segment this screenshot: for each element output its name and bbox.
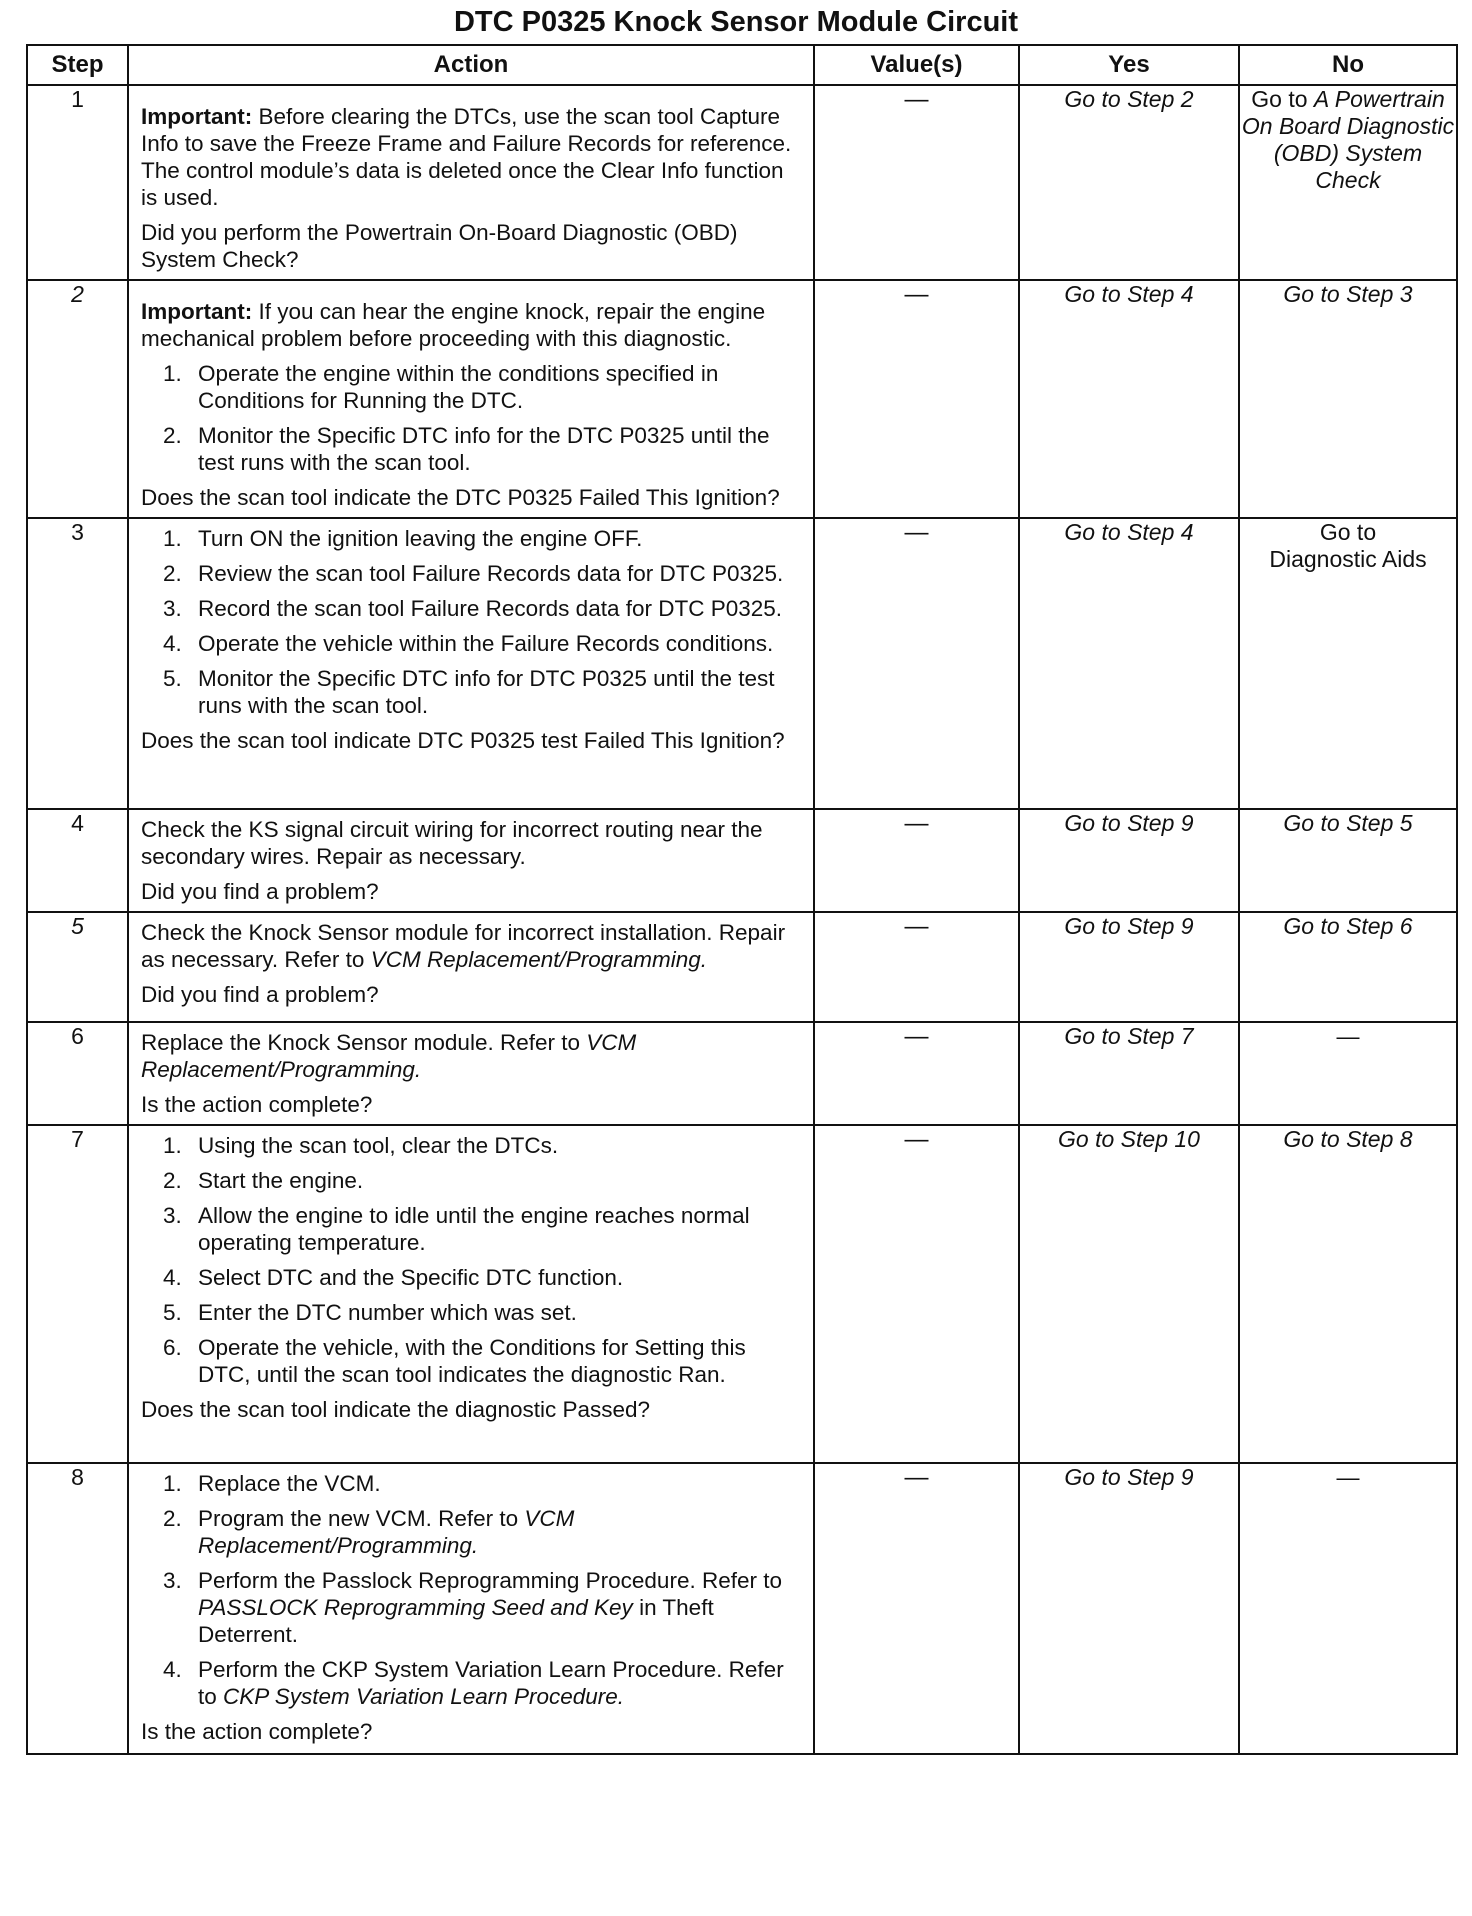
step-number: 2	[27, 280, 128, 518]
no-cell	[1239, 85, 1457, 280]
no-link[interactable]: Go to Diagnostic Aids	[1269, 519, 1427, 572]
action-text: Check the KS signal circuit wiring for incorrect routing near the secondary wires. Repair as necessary.	[141, 817, 763, 869]
reference-link[interactable]: PASSLOCK Reprogramming Seed and Key	[198, 1595, 633, 1620]
step-number: 5	[27, 912, 128, 1022]
no-cell	[1239, 912, 1457, 1022]
procedure-list	[141, 525, 801, 719]
action-cell	[128, 518, 814, 809]
no-link[interactable]: Go to Step 5	[1283, 810, 1413, 836]
no-cell: —	[1239, 1463, 1457, 1754]
no-link[interactable]: Go to A Powertrain On Board Diagnostic (OBD) System Check	[1241, 86, 1455, 193]
question: Is the action complete?	[141, 1092, 373, 1117]
header-values: Value(s)	[814, 45, 1019, 85]
step-number: 7	[27, 1125, 128, 1463]
table-row	[27, 85, 1457, 280]
value-cell: —	[814, 85, 1019, 280]
important-label: Important:	[141, 104, 253, 129]
table-row	[27, 1125, 1457, 1463]
question: Does the scan tool indicate the diagnostic Passed?	[141, 1397, 651, 1422]
no-link[interactable]: Go to Step 8	[1283, 1126, 1413, 1152]
procedure-list	[141, 360, 801, 476]
question: Is the action complete?	[141, 1719, 373, 1744]
no-link[interactable]: Go to Step 3	[1283, 281, 1413, 307]
yes-link[interactable]: Go to Step 4	[1064, 519, 1194, 545]
list-item: 3. Allow the engine to idle until the engine reaches normal operating temperature.	[163, 1203, 750, 1255]
yes-link[interactable]: Go to Step 7	[1064, 1023, 1194, 1049]
value-cell: —	[814, 280, 1019, 518]
list-item: 4. Operate the vehicle within the Failure Records conditions.	[163, 631, 774, 656]
yes-cell	[1019, 912, 1239, 1022]
yes-cell	[1019, 518, 1239, 809]
yes-cell	[1019, 1125, 1239, 1463]
procedure-list	[141, 1470, 801, 1710]
action-text: Replace the Knock Sensor module. Refer to VCM Replacement/Programming.	[141, 1030, 637, 1082]
reference-link[interactable]: VCM Replacement/Programming.	[370, 947, 708, 972]
list-item: 4. Perform the CKP System Variation Learn Procedure. Refer to CKP System Variation Learn Procedure.	[163, 1657, 784, 1709]
yes-cell	[1019, 809, 1239, 912]
list-item: 1. Operate the engine within the conditions specified in Conditions for Running the DTC.	[163, 361, 719, 413]
step-number: 8	[27, 1463, 128, 1754]
value-cell: —	[814, 1125, 1019, 1463]
header-no: No	[1239, 45, 1457, 85]
important-note: Important: Before clearing the DTCs, use the scan tool Capture Info to save the Freeze Frame and Failure Records for reference. The control module’s data is deleted once the Clear Info function is used.	[141, 104, 792, 210]
no-cell: —	[1239, 1022, 1457, 1125]
list-item: 1. Using the scan tool, clear the DTCs.	[163, 1133, 559, 1158]
action-cell	[128, 280, 814, 518]
value-cell: —	[814, 809, 1019, 912]
table-header-row	[27, 45, 1457, 85]
yes-link[interactable]: Go to Step 9	[1064, 810, 1194, 836]
list-item: 2. Program the new VCM. Refer to VCM Replacement/Programming.	[163, 1506, 575, 1558]
question: Does the scan tool indicate DTC P0325 test Failed This Ignition?	[141, 728, 785, 753]
action-cell	[128, 1463, 814, 1754]
no-cell	[1239, 518, 1457, 809]
reference-link[interactable]: VCM Replacement/Programming.	[141, 1030, 637, 1082]
reference-link[interactable]: VCM Replacement/Programming.	[198, 1506, 575, 1558]
table-row	[27, 1463, 1457, 1754]
value-cell: —	[814, 912, 1019, 1022]
reference-link[interactable]: CKP System Variation Learn Procedure.	[223, 1684, 625, 1709]
yes-link[interactable]: Go to Step 9	[1064, 1464, 1194, 1490]
page-title: DTC P0325 Knock Sensor Module Circuit	[453, 6, 1018, 38]
list-item: 3. Record the scan tool Failure Records data for DTC P0325.	[163, 596, 783, 621]
table-row	[27, 809, 1457, 912]
no-link[interactable]: Go to Step 6	[1283, 913, 1413, 939]
no-cell	[1239, 280, 1457, 518]
list-item: 1. Replace the VCM.	[163, 1471, 381, 1496]
no-cell	[1239, 809, 1457, 912]
list-item: 2. Monitor the Specific DTC info for the DTC P0325 until the test runs with the scan tool.	[163, 423, 770, 475]
diagnostic-table	[26, 44, 1458, 1755]
action-cell	[128, 85, 814, 280]
list-item: 2. Review the scan tool Failure Records data for DTC P0325.	[163, 561, 784, 586]
header-yes: Yes	[1019, 45, 1239, 85]
no-cell	[1239, 1125, 1457, 1463]
table-row	[27, 280, 1457, 518]
table-row	[27, 1022, 1457, 1125]
important-label: Important:	[141, 299, 253, 324]
step-number: 1	[27, 85, 128, 280]
yes-cell	[1019, 1022, 1239, 1125]
yes-link[interactable]: Go to Step 2	[1064, 86, 1194, 112]
step-number: 6	[27, 1022, 128, 1125]
value-cell: —	[814, 1022, 1019, 1125]
step-number: 4	[27, 809, 128, 912]
action-cell	[128, 1125, 814, 1463]
yes-cell	[1019, 85, 1239, 280]
action-cell	[128, 809, 814, 912]
yes-link[interactable]: Go to Step 4	[1064, 281, 1194, 307]
value-cell: —	[814, 1463, 1019, 1754]
action-cell	[128, 912, 814, 1022]
procedure-list	[141, 1132, 801, 1388]
action-text: Check the Knock Sensor module for incorrect installation. Repair as necessary. Refer to VCM Replacement/Programming.	[141, 920, 786, 972]
list-item: 3. Perform the Passlock Reprogramming Procedure. Refer to PASSLOCK Reprogramming Seed and Key in Theft Deterrent.	[163, 1568, 782, 1647]
question: Did you find a problem?	[141, 982, 379, 1007]
list-item: 1. Turn ON the ignition leaving the engine OFF.	[163, 526, 643, 551]
action-cell	[128, 1022, 814, 1125]
question: Did you find a problem?	[141, 879, 379, 904]
yes-link[interactable]: Go to Step 10	[1058, 1126, 1200, 1152]
list-item: 5. Monitor the Specific DTC info for DTC P0325 until the test runs with the scan tool.	[163, 666, 775, 718]
yes-cell	[1019, 280, 1239, 518]
step-number: 3	[27, 518, 128, 809]
important-note: Important: If you can hear the engine knock, repair the engine mechanical problem before proceeding with this diagnostic.	[141, 299, 766, 351]
list-item: 2. Start the engine.	[163, 1168, 364, 1193]
list-item: 5. Enter the DTC number which was set.	[163, 1300, 577, 1325]
yes-link[interactable]: Go to Step 9	[1064, 913, 1194, 939]
header-step: Step	[27, 45, 128, 85]
header-action: Action	[128, 45, 814, 85]
table-row	[27, 912, 1457, 1022]
yes-cell	[1019, 1463, 1239, 1754]
question: Does the scan tool indicate the DTC P0325 Failed This Ignition?	[141, 485, 780, 510]
table-row	[27, 518, 1457, 809]
question: Did you perform the Powertrain On-Board Diagnostic (OBD) System Check?	[141, 220, 738, 272]
list-item: 6. Operate the vehicle, with the Conditions for Setting this DTC, until the scan tool indicates the diagnostic Ran.	[163, 1335, 746, 1387]
value-cell: —	[814, 518, 1019, 809]
list-item: 4. Select DTC and the Specific DTC function.	[163, 1265, 624, 1290]
